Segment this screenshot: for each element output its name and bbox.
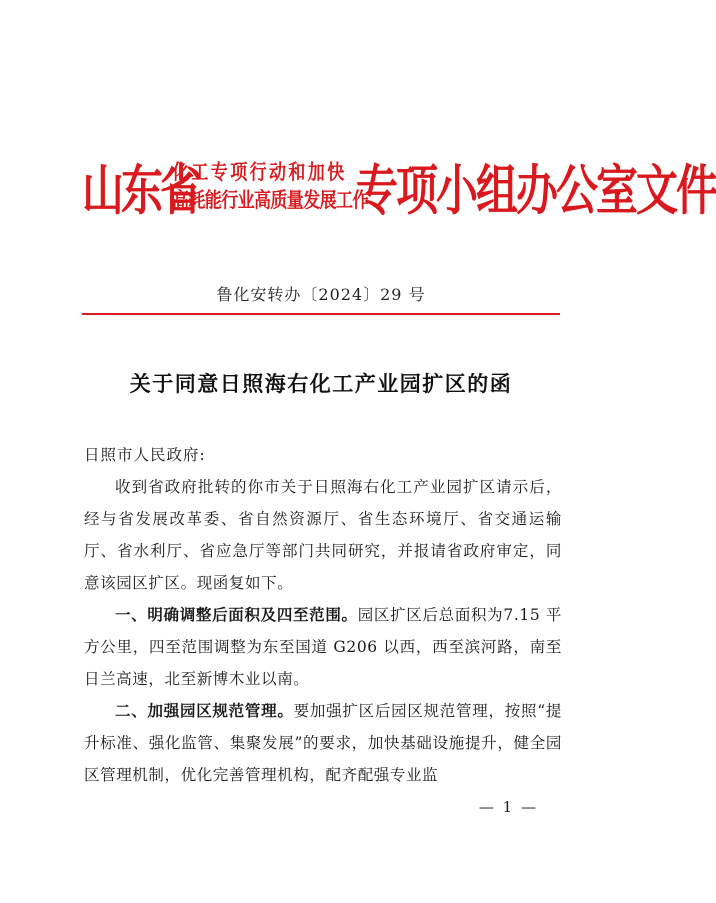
- document-number: 鲁化安转办〔2024〕29 号: [216, 285, 426, 304]
- section-two-paragraph: [84, 695, 562, 791]
- letterhead-left-text: 山东省: [82, 159, 200, 222]
- section-one-paragraph: [84, 599, 562, 695]
- section-two-text: 要加强扩区后园区规范管理，按照“提升标准、强化监管、集聚发展”的要求，加快基础设施提升，健全园区管理机制，优化完善管理机构，配齐配强专业监: [84, 702, 562, 784]
- salutation: 日照市人民政府:: [84, 446, 206, 464]
- section-one-text: 园区扩区后总面积为7.15 平方公里，四至范围调整为东至国道 G206 以西，西至滨河路，南至日兰高速，北至新博木业以南。: [84, 606, 562, 688]
- letterhead-middle-top-text: 化工专项行动和加快: [172, 161, 347, 186]
- red-divider-line: [82, 313, 560, 315]
- page-number: — 1 —: [478, 798, 538, 816]
- section-one-heading: 一、明确调整后面积及四至范围。: [115, 605, 358, 624]
- intro-paragraph: 收到省政府批转的你市关于日照海右化工产业园扩区请示后，经与省发展改革委、省自然资源厅、省生态环境厅、省交通运输厅、省水利厅、省应急厅等部门共同研究，并报请省政府审定，同意该园区扩区。现函复如下。: [84, 478, 562, 592]
- letterhead-middle-bottom-text: 高耗能行业高质量发展工作: [172, 189, 369, 214]
- document-title: 关于同意日照海右化工产业园扩区的函: [129, 371, 513, 396]
- section-two-heading: 二、加强园区规范管理。: [115, 701, 294, 720]
- red-letterhead: [82, 148, 716, 224]
- document-body: [84, 439, 562, 791]
- letterhead-right-text: 专项小组办公室文件: [356, 159, 716, 222]
